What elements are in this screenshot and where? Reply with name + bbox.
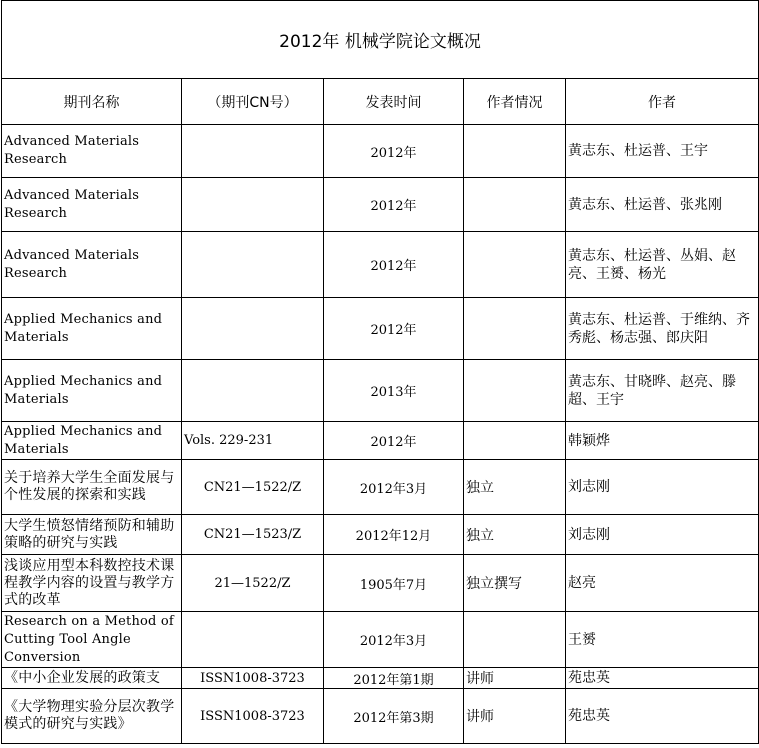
cell-cn[interactable] (182, 178, 324, 232)
cell-authors[interactable]: 赵亮 (566, 555, 759, 612)
cell-author-status[interactable] (464, 178, 566, 232)
cell-journal[interactable]: 大学生愤怒情绪预防和辅助策略的研究与实践 (2, 515, 182, 555)
cell-cn[interactable]: ISSN1008-3723 (182, 689, 324, 744)
cell-date[interactable]: 1905年7月 (324, 555, 464, 612)
cell-author-status[interactable] (464, 612, 566, 668)
cell-author-status[interactable] (464, 422, 566, 460)
cell-authors[interactable]: 黄志东、杜运普、张兆刚 (566, 178, 759, 232)
cell-journal[interactable]: Advanced Materials Research (2, 125, 182, 178)
header-journal[interactable]: 期刊名称 (2, 79, 182, 125)
cell-cn[interactable] (182, 612, 324, 668)
header-authors[interactable]: 作者 (566, 79, 759, 125)
table-row (2, 515, 759, 555)
title-row (2, 1, 759, 79)
sheet-title[interactable]: 2012年 机械学院论文概况 (2, 1, 759, 79)
cell-date[interactable]: 2012年 (324, 125, 464, 178)
cell-cn[interactable]: CN21—1523/Z (182, 515, 324, 555)
cell-authors[interactable]: 韩颖烨 (566, 422, 759, 460)
table-row (2, 668, 759, 689)
cell-author-status[interactable] (464, 232, 566, 298)
cell-cn[interactable]: Vols. 229-231 (182, 422, 324, 460)
table-row (2, 422, 759, 460)
cell-authors[interactable]: 苑忠英 (566, 668, 759, 689)
table-row (2, 232, 759, 298)
cell-date[interactable]: 2012年3月 (324, 612, 464, 668)
cell-date[interactable]: 2012年12月 (324, 515, 464, 555)
header-date[interactable]: 发表时间 (324, 79, 464, 125)
cell-cn[interactable] (182, 360, 324, 422)
cell-author-status[interactable]: 独立 (464, 515, 566, 555)
cell-journal[interactable]: 关于培养大学生全面发展与个性发展的探索和实践 (2, 460, 182, 515)
table-row (2, 555, 759, 612)
cell-authors[interactable]: 苑忠英 (566, 689, 759, 744)
cell-author-status[interactable] (464, 298, 566, 360)
header-row (2, 79, 759, 125)
cell-journal[interactable]: Applied Mechanics and Materials (2, 360, 182, 422)
cell-authors[interactable]: 黄志东、杜运普、于维纳、齐秀彪、杨志强、郎庆阳 (566, 298, 759, 360)
cell-journal[interactable]: Research on a Method of Cutting Tool Angle Conversion (2, 612, 182, 668)
cell-authors[interactable]: 刘志刚 (566, 460, 759, 515)
cell-journal[interactable]: Advanced Materials Research (2, 232, 182, 298)
table-row (2, 612, 759, 668)
cell-date[interactable]: 2013年 (324, 360, 464, 422)
table-row (2, 460, 759, 515)
header-author-status[interactable]: 作者情况 (464, 79, 566, 125)
cell-author-status[interactable]: 讲师 (464, 689, 566, 744)
cell-date[interactable]: 2012年 (324, 422, 464, 460)
cell-date[interactable]: 2012年 (324, 232, 464, 298)
cell-journal[interactable]: 浅谈应用型本科数控技术课程教学内容的设置与教学方式的改革 (2, 555, 182, 612)
cell-authors[interactable]: 刘志刚 (566, 515, 759, 555)
cell-cn[interactable] (182, 298, 324, 360)
cell-date[interactable]: 2012年第3期 (324, 689, 464, 744)
cell-cn[interactable]: CN21—1522/Z (182, 460, 324, 515)
cell-author-status[interactable] (464, 360, 566, 422)
cell-cn[interactable] (182, 125, 324, 178)
cell-author-status[interactable]: 独立撰写 (464, 555, 566, 612)
cell-date[interactable]: 2012年 (324, 298, 464, 360)
cell-authors[interactable]: 黄志东、杜运普、王宇 (566, 125, 759, 178)
cell-date[interactable]: 2012年 (324, 178, 464, 232)
cell-journal[interactable]: Applied Mechanics and Materials (2, 422, 182, 460)
table-row (2, 125, 759, 178)
cell-date[interactable]: 2012年3月 (324, 460, 464, 515)
cell-date[interactable]: 2012年第1期 (324, 668, 464, 689)
cell-cn[interactable]: 21—1522/Z (182, 555, 324, 612)
cell-journal[interactable]: 《大学物理实验分层次教学模式的研究与实践》 (2, 689, 182, 744)
cell-cn[interactable] (182, 232, 324, 298)
cell-authors[interactable]: 王赟 (566, 612, 759, 668)
cell-journal[interactable]: 《中小企业发展的政策支 (2, 668, 182, 689)
cell-cn[interactable]: ISSN1008-3723 (182, 668, 324, 689)
paper-table (1, 0, 759, 744)
cell-journal[interactable]: Advanced Materials Research (2, 178, 182, 232)
table-row (2, 178, 759, 232)
cell-authors[interactable]: 黄志东、杜运普、丛娟、赵亮、王赟、杨光 (566, 232, 759, 298)
table-row (2, 360, 759, 422)
cell-author-status[interactable]: 独立 (464, 460, 566, 515)
cell-author-status[interactable] (464, 125, 566, 178)
cell-journal[interactable]: Applied Mechanics and Materials (2, 298, 182, 360)
cell-authors[interactable]: 黄志东、甘晓晔、赵亮、滕超、王宇 (566, 360, 759, 422)
table-row (2, 298, 759, 360)
table-row (2, 689, 759, 744)
cell-author-status[interactable]: 讲师 (464, 668, 566, 689)
header-cn[interactable]: （期刊CN号） (182, 79, 324, 125)
